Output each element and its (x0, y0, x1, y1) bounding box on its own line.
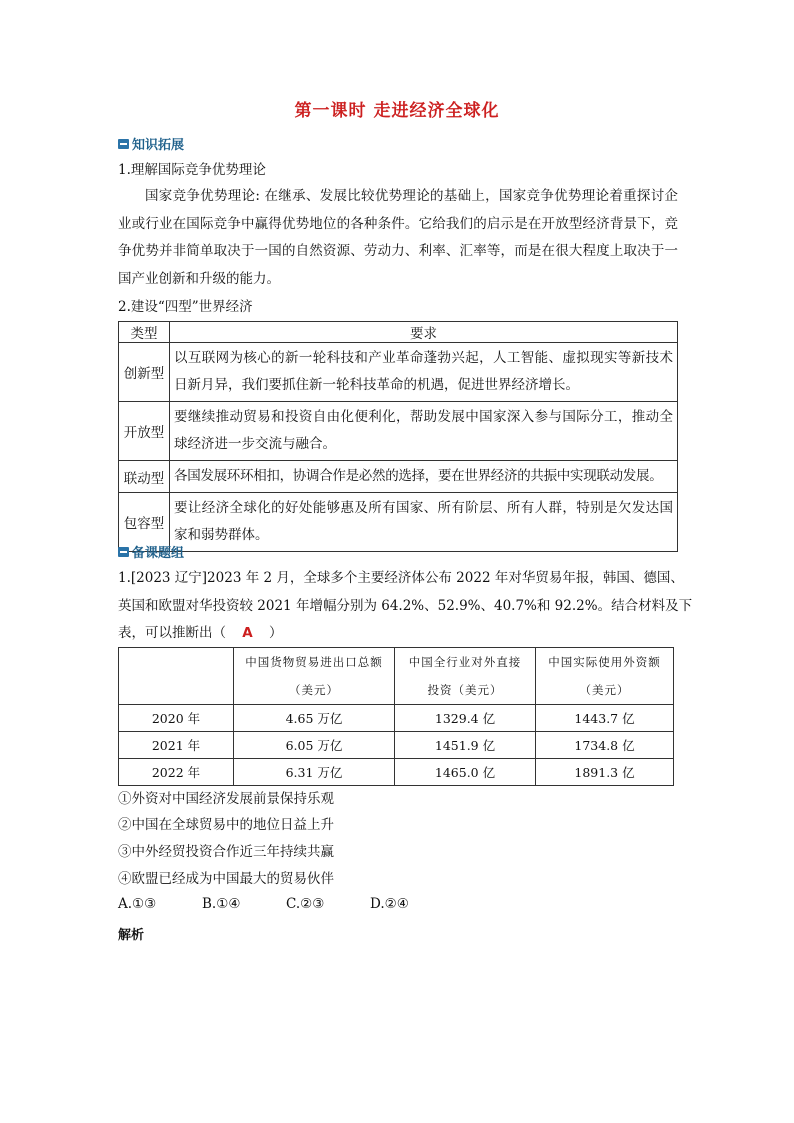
option-c: C.②③ (286, 896, 325, 912)
table-row (119, 732, 674, 759)
statement-3: ③中外经贸投资合作近三年持续共赢 (118, 844, 334, 860)
header-line: 中国货物贸易进出口总额 (245, 655, 383, 669)
value-cell: 1891.3 亿 (536, 759, 674, 786)
question-line-1: 1.[2023 辽宁]2023 年 2 月，全球多个主要经济体公布 2022 年对华贸易年报，韩国、德国、 (118, 570, 684, 586)
table-row (119, 493, 678, 552)
question-prefix: 表，可以推断出（ (118, 625, 226, 641)
table-row (119, 461, 678, 493)
table-header-cell: 类型 (119, 322, 170, 343)
table-header-row (119, 648, 674, 705)
statement-1: ①外资对中国经济发展前景保持乐观 (118, 791, 334, 807)
value-cell: 4.65 万亿 (234, 705, 395, 732)
option-d: D.②④ (370, 896, 409, 912)
requirement-cell: 以互联网为核心的新一轮科技和产业革命蓬勃兴起，人工智能、虚拟现实等新技术日新月异，我们要抓住新一轮科技革命的机遇，促进世界经济增长。 (170, 343, 678, 402)
section-heading-label: 备课题组 (132, 546, 185, 561)
table-row (119, 759, 674, 786)
type-cell: 联动型 (119, 461, 170, 493)
value-cell: 1443.7 亿 (536, 705, 674, 732)
answer-mark: A (242, 625, 253, 641)
header-line: 中国实际使用外资额 (548, 655, 661, 669)
four-type-table (118, 321, 678, 552)
trade-data-table (118, 647, 674, 786)
type-cell: 创新型 (119, 343, 170, 402)
table-header-row (119, 322, 678, 343)
table-header-cell: 要求 (170, 322, 678, 343)
item2-title: 2.建设“四型”世界经济 (118, 299, 253, 315)
statement-2: ②中国在全球贸易中的地位日益上升 (118, 817, 334, 833)
table-header-cell (536, 648, 674, 705)
value-cell: 1451.9 亿 (395, 732, 536, 759)
type-cell: 开放型 (119, 402, 170, 461)
table-row (119, 705, 674, 732)
section-heading-knowledge (118, 134, 184, 153)
requirement-cell: 各国发展环环相扣，协调合作是必然的选择，要在世界经济的共振中实现联动发展。 (170, 461, 678, 493)
option-a: A.①③ (118, 896, 157, 912)
table-header-cell (395, 648, 536, 705)
section-heading-label: 知识拓展 (132, 138, 185, 153)
answer-options (118, 896, 409, 912)
item1-paragraph: 国家竞争优势理论: 在继承、发展比较优势理论的基础上，国家竞争优势理论着重探讨企业或行业在国际竞争中赢得优势地位的各种条件。它给我们的启示是在开放型经济背景下，竞争优势并非简单取决于一国的自然资源、劳动力、利率、汇率等，而是在很大程度上取决于一国产业创新和升级的能力。 (118, 188, 678, 287)
table-header-cell-empty (119, 648, 234, 705)
value-cell: 6.05 万亿 (234, 732, 395, 759)
question-line-3 (118, 623, 678, 643)
value-cell: 1465.0 亿 (395, 759, 536, 786)
value-cell: 6.31 万亿 (234, 759, 395, 786)
page-title: 第一课时 走进经济全球化 (294, 101, 500, 121)
table-header-cell (234, 648, 395, 705)
header-line: （美元） (289, 683, 339, 697)
value-cell: 1734.8 亿 (536, 732, 674, 759)
year-cell: 2020 年 (119, 705, 234, 732)
header-line: （美元） (579, 683, 630, 697)
requirement-cell: 要继续推动贸易和投资自由化便利化，帮助发展中国家深入参与国际分工，推动全球经济进一步交流与融合。 (170, 402, 678, 461)
option-b: B.①④ (202, 896, 241, 912)
analysis-label: 解析 (118, 928, 145, 943)
year-cell: 2021 年 (119, 732, 234, 759)
type-cell: 包容型 (119, 493, 170, 552)
section-tag-icon (118, 547, 129, 557)
header-line: 中国全行业对外直接 (408, 655, 522, 669)
question-line-2: 英国和欧盟对华投资较 2021 年增幅分别为 64.2%、52.9%、40.7%和 92.2%。结合材料及下 (118, 598, 693, 614)
section-tag-icon (118, 139, 129, 149)
table-row (119, 343, 678, 402)
section-heading-exercises (118, 542, 184, 561)
table-row (119, 402, 678, 461)
item1-title: 1.理解国际竞争优势理论 (118, 162, 266, 178)
statement-4: ④欧盟已经成为中国最大的贸易伙伴 (118, 871, 334, 887)
value-cell: 1329.4 亿 (395, 705, 536, 732)
year-cell: 2022 年 (119, 759, 234, 786)
question-suffix: ） (269, 625, 283, 641)
header-line: 投资（美元） (427, 683, 503, 697)
requirement-cell: 要让经济全球化的好处能够惠及所有国家、所有阶层、所有人群，特别是欠发达国家和弱势群体。 (170, 493, 678, 552)
